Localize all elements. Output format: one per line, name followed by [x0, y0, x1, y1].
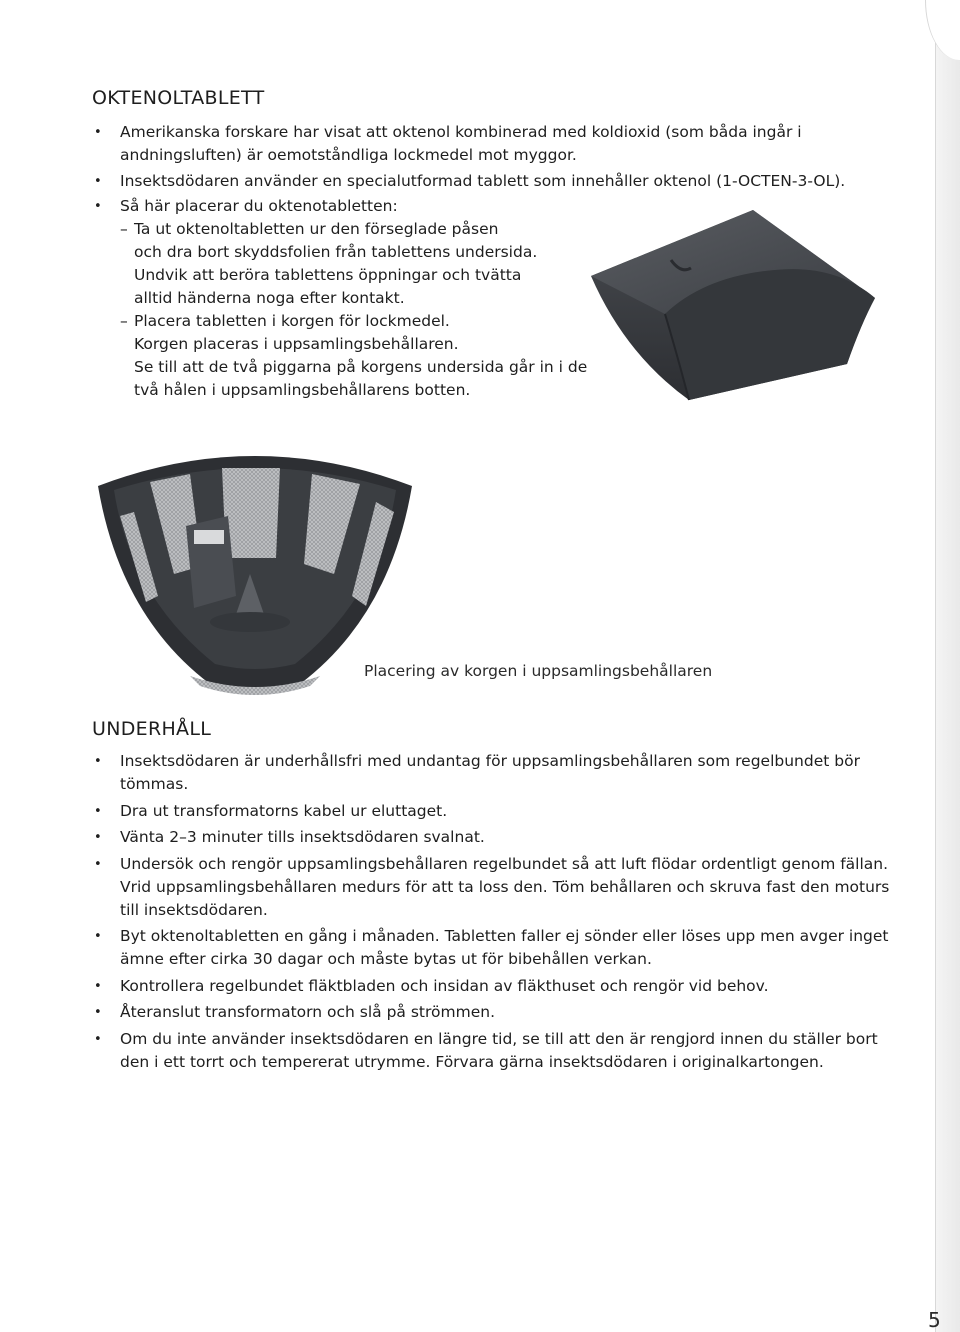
- list-item: [92, 826, 892, 849]
- list-item: [92, 1028, 892, 1074]
- bullet-icon: •: [94, 803, 102, 819]
- step-line: Undvik att beröra tablettens öppningar och tvätta: [134, 266, 522, 284]
- bullet-text: Undersök och rengör uppsamlingsbehållaren regelbundet så att luft flödar ordentligt genom fällan. Vrid uppsamlingsbehållaren medurs för att ta loss den. Töm behållaren och skruva fast den moturs till insektsdödaren.: [120, 854, 890, 919]
- figure-caption: Placering av korgen i uppsamlingsbehållaren: [364, 662, 713, 680]
- step-line: Korgen placeras i uppsamlingsbehållaren.: [134, 335, 459, 353]
- bullet-icon: •: [94, 1005, 102, 1020]
- list-item: [92, 170, 852, 193]
- heading-oktenoltablett: OKTENOLTABLETT: [92, 87, 265, 109]
- list-item: [92, 975, 892, 998]
- bullet-text: Insektsdödaren använder en specialutformad tablett som innehåller oktenol (1-OCTEN-3-OL).: [120, 171, 846, 190]
- bullet-icon: •: [94, 1031, 102, 1047]
- bullet-text: Vänta 2–3 minuter tills insektsdödaren svalnat.: [120, 828, 485, 846]
- bullet-text: Dra ut transformatorns kabel ur eluttaget.: [120, 801, 448, 820]
- bullet-text: Om du inte använder insektsdödaren en längre tid, se till att den är rengjord innen du ställer bort den i ett torrt och tempererat utrymme. Förvara gärna insektsdödaren i originalkartongen.: [120, 1029, 878, 1071]
- bullet-icon: •: [94, 856, 102, 872]
- heading-underhall: UNDERHÅLL: [92, 718, 212, 740]
- underhall-bullet-list: [92, 750, 892, 1077]
- step-line: – Placera tabletten i korgen för lockmedel.: [120, 310, 852, 333]
- list-item: [92, 121, 852, 167]
- page-number: 5: [928, 1308, 941, 1332]
- bullet-text: Kontrollera regelbundet fläktbladen och insidan av fläkthuset och rengör vid behov.: [120, 976, 769, 995]
- page-curl: [925, 0, 960, 60]
- step-line: två hålen i uppsamlingsbehållarens botten.: [134, 381, 471, 399]
- bullet-icon: •: [94, 830, 102, 845]
- dash-icon: –: [120, 220, 128, 238]
- bullet-text: Insektsdödaren är underhållsfri med undantag för uppsamlingsbehållaren som regelbundet bör tömmas.: [120, 752, 860, 793]
- bullet-text: Byt oktenoltabletten en gång i månaden. Tabletten faller ej sönder eller löses upp men avger inget ämne efter cirka 30 dagar och måste bytas ut för bibehållen verkan.: [120, 927, 889, 968]
- list-item: [92, 800, 892, 823]
- bullet-text: Amerikanska forskare har visat att oktenol kombinerad med koldioxid (som båda ingår i andningsluften) är oemotståndliga lockmedel mot myggor.: [120, 123, 802, 164]
- bullet-text: Återanslut transformatorn och slå på strömmen.: [120, 1003, 495, 1021]
- list-item: [92, 853, 892, 922]
- list-item: [92, 750, 892, 796]
- dash-icon: –: [120, 312, 128, 330]
- list-item: [92, 925, 892, 971]
- tablet-tray-image: [585, 204, 885, 404]
- bullet-text: Så här placerar du oktenotabletten:: [120, 197, 398, 215]
- bullet-icon: •: [94, 199, 102, 214]
- bullet-icon: •: [94, 929, 102, 944]
- basket-image: [90, 446, 420, 696]
- bullet-icon: •: [94, 173, 102, 189]
- step-line: Se till att de två piggarna på korgens undersida går in i de: [134, 358, 588, 376]
- bullet-icon: •: [94, 978, 102, 994]
- step-line: – Ta ut oktenoltabletten ur den förseglade påsen: [120, 218, 852, 241]
- page-edge: [935, 0, 960, 1332]
- step-line: alltid händerna noga efter kontakt.: [134, 289, 405, 307]
- step-line: och dra bort skyddsfolien från tablettens undersida.: [134, 243, 538, 261]
- list-item: [92, 1001, 892, 1024]
- bullet-icon: •: [94, 125, 102, 140]
- bullet-icon: •: [94, 754, 102, 769]
